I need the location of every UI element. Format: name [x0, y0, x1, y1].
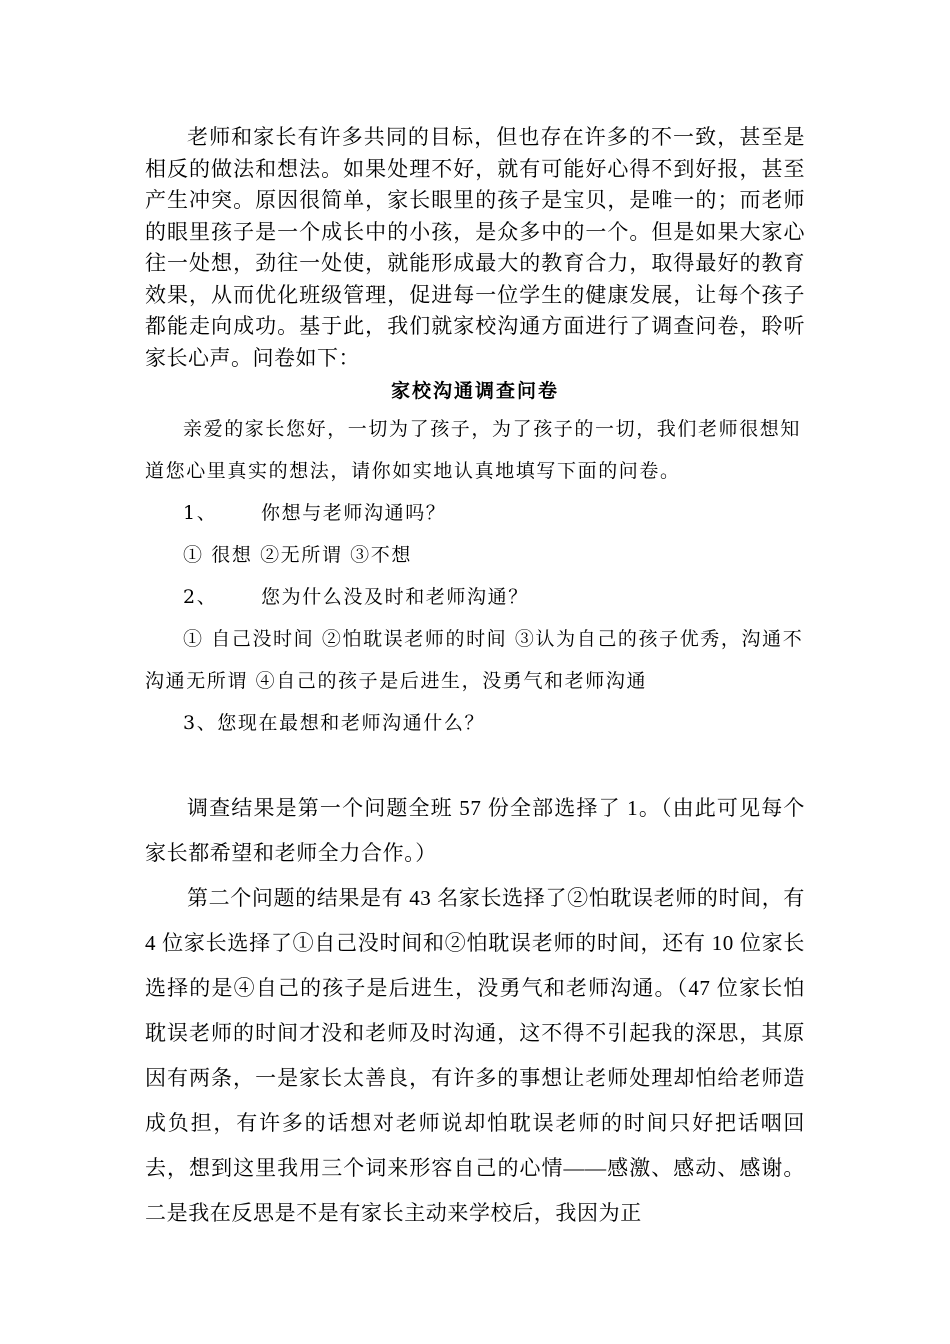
intro-section	[145, 122, 805, 374]
document-page	[145, 122, 805, 1236]
question-1-options: ① 很想 ②无所谓 ③不想	[183, 544, 412, 566]
blank-line	[145, 744, 805, 786]
results-section	[145, 786, 805, 1236]
intro-paragraph: 老师和家长有许多共同的目标，但也存在许多的不一致，甚至是相反的做法和想法。如果处理不好，就有可能好心得不到好报，甚至产生冲突。原因很简单，家长眼里的孩子是宝贝，是唯一的；而老师的眼里孩子是一个成长中的小孩，是众多中的一个。但是如果大家心往一处想，劲往一处使，就能形成最大的教育合力，取得最好的教育效果，从而优化班级管理，促进每一位学生的健康发展，让每个孩子都能走向成功。基于此，我们就家校沟通方面进行了调查问卷，聆听家长心声。问卷如下：	[145, 125, 805, 370]
results-paragraph-1: 调查结果是第一个问题全班 57 份全部选择了 1。（由此可见每个家长都希望和老师全力合作。）	[145, 796, 805, 865]
question-1-text: 你想与老师沟通吗？	[261, 502, 447, 524]
survey-title: 家校沟通调查问卷	[390, 380, 559, 402]
question-2	[145, 576, 805, 618]
question-1	[145, 492, 805, 534]
question-1-number: 1、	[183, 502, 218, 524]
question-2-number: 2、	[183, 586, 218, 608]
survey-section	[145, 374, 805, 744]
question-2-options: ① 自己没时间 ②怕耽误老师的时间 ③认为自己的孩子优秀，沟通不沟通无所谓 ④自己的孩子是后进生，没勇气和老师沟通	[145, 628, 804, 692]
results-paragraph-2: 第二个问题的结果是有 43 名家长选择了②怕耽误老师的时间，有 4 位家长选择了①自己没时间和②怕耽误老师的时间，还有 10 位家长选择的是④自己的孩子是后进生，没勇气和老师沟通。（47 位家长怕耽误老师的时间才没和老师及时沟通，这不得不引起我的深思，其原因有两条，一是家长太善良，有许多的事想让老师处理却怕给老师造成负担，有许多的话想对老师说却怕耽误老师的时间只好把话咽回去，想到这里我用三个词来形容自己的心情——感激、感动、感谢。二是我在反思是不是有家长主动来学校后，我因为正	[145, 886, 805, 1225]
question-3: 3、您现在最想和老师沟通什么？	[183, 712, 486, 734]
question-2-text: 您为什么没及时和老师沟通？	[261, 586, 529, 608]
survey-greeting: 亲爱的家长您好，一切为了孩子，为了孩子的一切，我们老师很想知道您心里真实的想法，请你如实地认真地填写下面的问卷。	[145, 418, 802, 482]
